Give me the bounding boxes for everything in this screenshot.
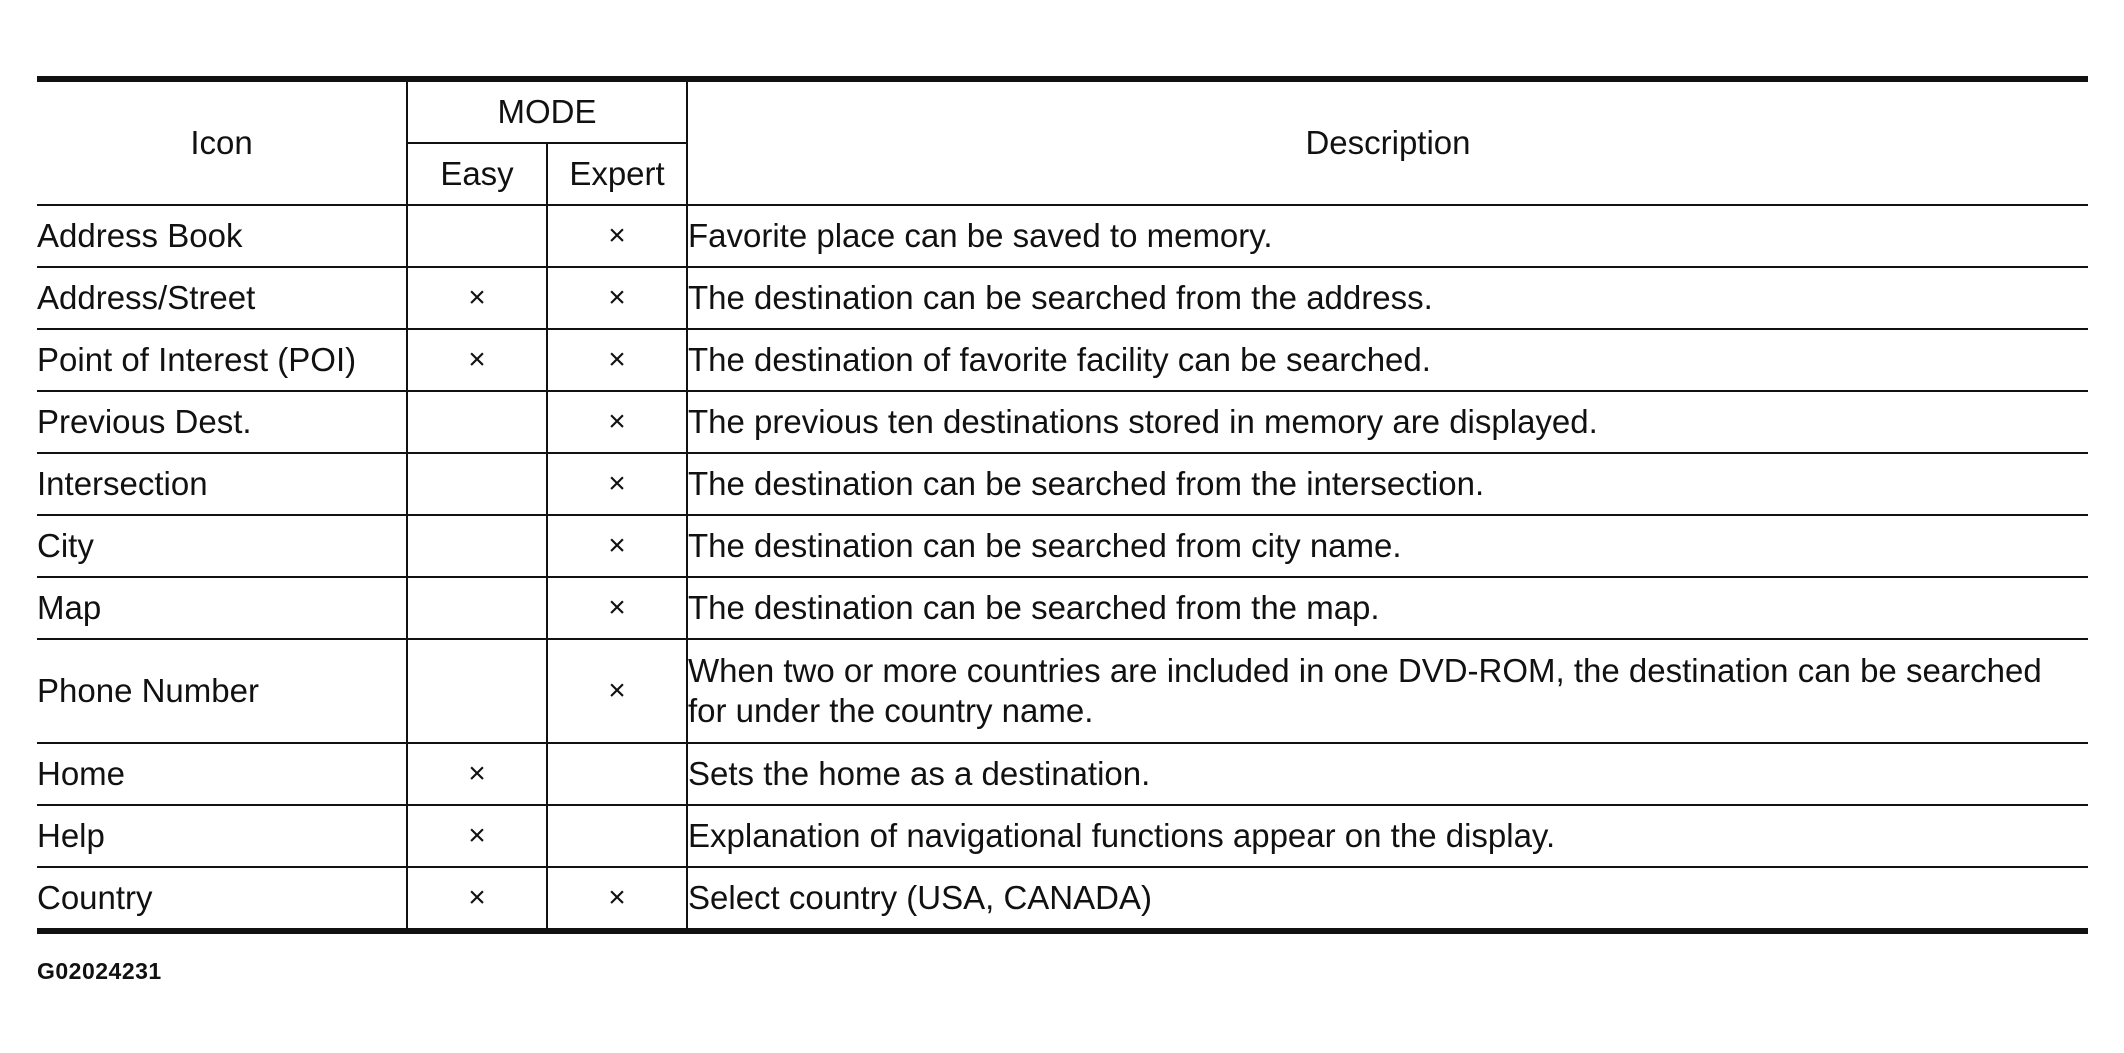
easy-mark-cell (407, 453, 547, 515)
expert-mark-cell: × (547, 515, 687, 577)
expert-mark-cell: × (547, 267, 687, 329)
description-cell: Favorite place can be saved to memory. (687, 205, 2088, 267)
expert-mark-cell: × (547, 205, 687, 267)
easy-mark-cell: × (407, 267, 547, 329)
easy-mark-cell (407, 577, 547, 639)
expert-mark-cell (547, 743, 687, 805)
table-row (37, 329, 2088, 391)
expert-mark-cell: × (547, 867, 687, 931)
icon-name-cell: Map (37, 577, 407, 639)
document-page (37, 76, 2088, 934)
description-cell: The previous ten destinations stored in memory are displayed. (687, 391, 2088, 453)
description-cell: The destination can be searched from city name. (687, 515, 2088, 577)
header-expert: Expert (547, 143, 687, 205)
table-row (37, 515, 2088, 577)
header-mode: MODE (407, 79, 687, 143)
table-header (37, 79, 2088, 205)
description-cell: The destination of favorite facility can be searched. (687, 329, 2088, 391)
icon-name-cell: Address/Street (37, 267, 407, 329)
header-row-top (37, 79, 2088, 143)
table-row (37, 867, 2088, 931)
expert-mark-cell: × (547, 391, 687, 453)
expert-mark-cell (547, 805, 687, 867)
description-cell: Sets the home as a destination. (687, 743, 2088, 805)
easy-mark-cell: × (407, 743, 547, 805)
description-cell: The destination can be searched from the intersection. (687, 453, 2088, 515)
icon-name-cell: City (37, 515, 407, 577)
table-row (37, 391, 2088, 453)
icon-name-cell: Previous Dest. (37, 391, 407, 453)
navigation-mode-table (37, 76, 2088, 934)
header-icon: Icon (37, 79, 407, 205)
icon-name-cell: Address Book (37, 205, 407, 267)
easy-mark-cell: × (407, 805, 547, 867)
easy-mark-cell (407, 515, 547, 577)
expert-mark-cell: × (547, 453, 687, 515)
table-body (37, 205, 2088, 931)
expert-mark-cell: × (547, 639, 687, 743)
icon-name-cell: Phone Number (37, 639, 407, 743)
table-row (37, 743, 2088, 805)
icon-name-cell: Point of Interest (POI) (37, 329, 407, 391)
easy-mark-cell (407, 391, 547, 453)
expert-mark-cell: × (547, 577, 687, 639)
easy-mark-cell: × (407, 329, 547, 391)
figure-code: G02024231 (37, 958, 162, 984)
table-row (37, 577, 2088, 639)
description-cell: The destination can be searched from the address. (687, 267, 2088, 329)
easy-mark-cell (407, 205, 547, 267)
header-easy: Easy (407, 143, 547, 205)
icon-name-cell: Home (37, 743, 407, 805)
easy-mark-cell: × (407, 867, 547, 931)
table-row (37, 205, 2088, 267)
description-cell: When two or more countries are included in one DVD-ROM, the destination can be searched for under the country name. (687, 639, 2088, 743)
table-row (37, 805, 2088, 867)
description-cell: Explanation of navigational functions appear on the display. (687, 805, 2088, 867)
icon-name-cell: Intersection (37, 453, 407, 515)
icon-name-cell: Help (37, 805, 407, 867)
table-row (37, 453, 2088, 515)
easy-mark-cell (407, 639, 547, 743)
table-row (37, 639, 2088, 743)
header-description: Description (687, 79, 2088, 205)
expert-mark-cell: × (547, 329, 687, 391)
icon-name-cell: Country (37, 867, 407, 931)
description-cell: Select country (USA, CANADA) (687, 867, 2088, 931)
description-cell: The destination can be searched from the map. (687, 577, 2088, 639)
table-row (37, 267, 2088, 329)
